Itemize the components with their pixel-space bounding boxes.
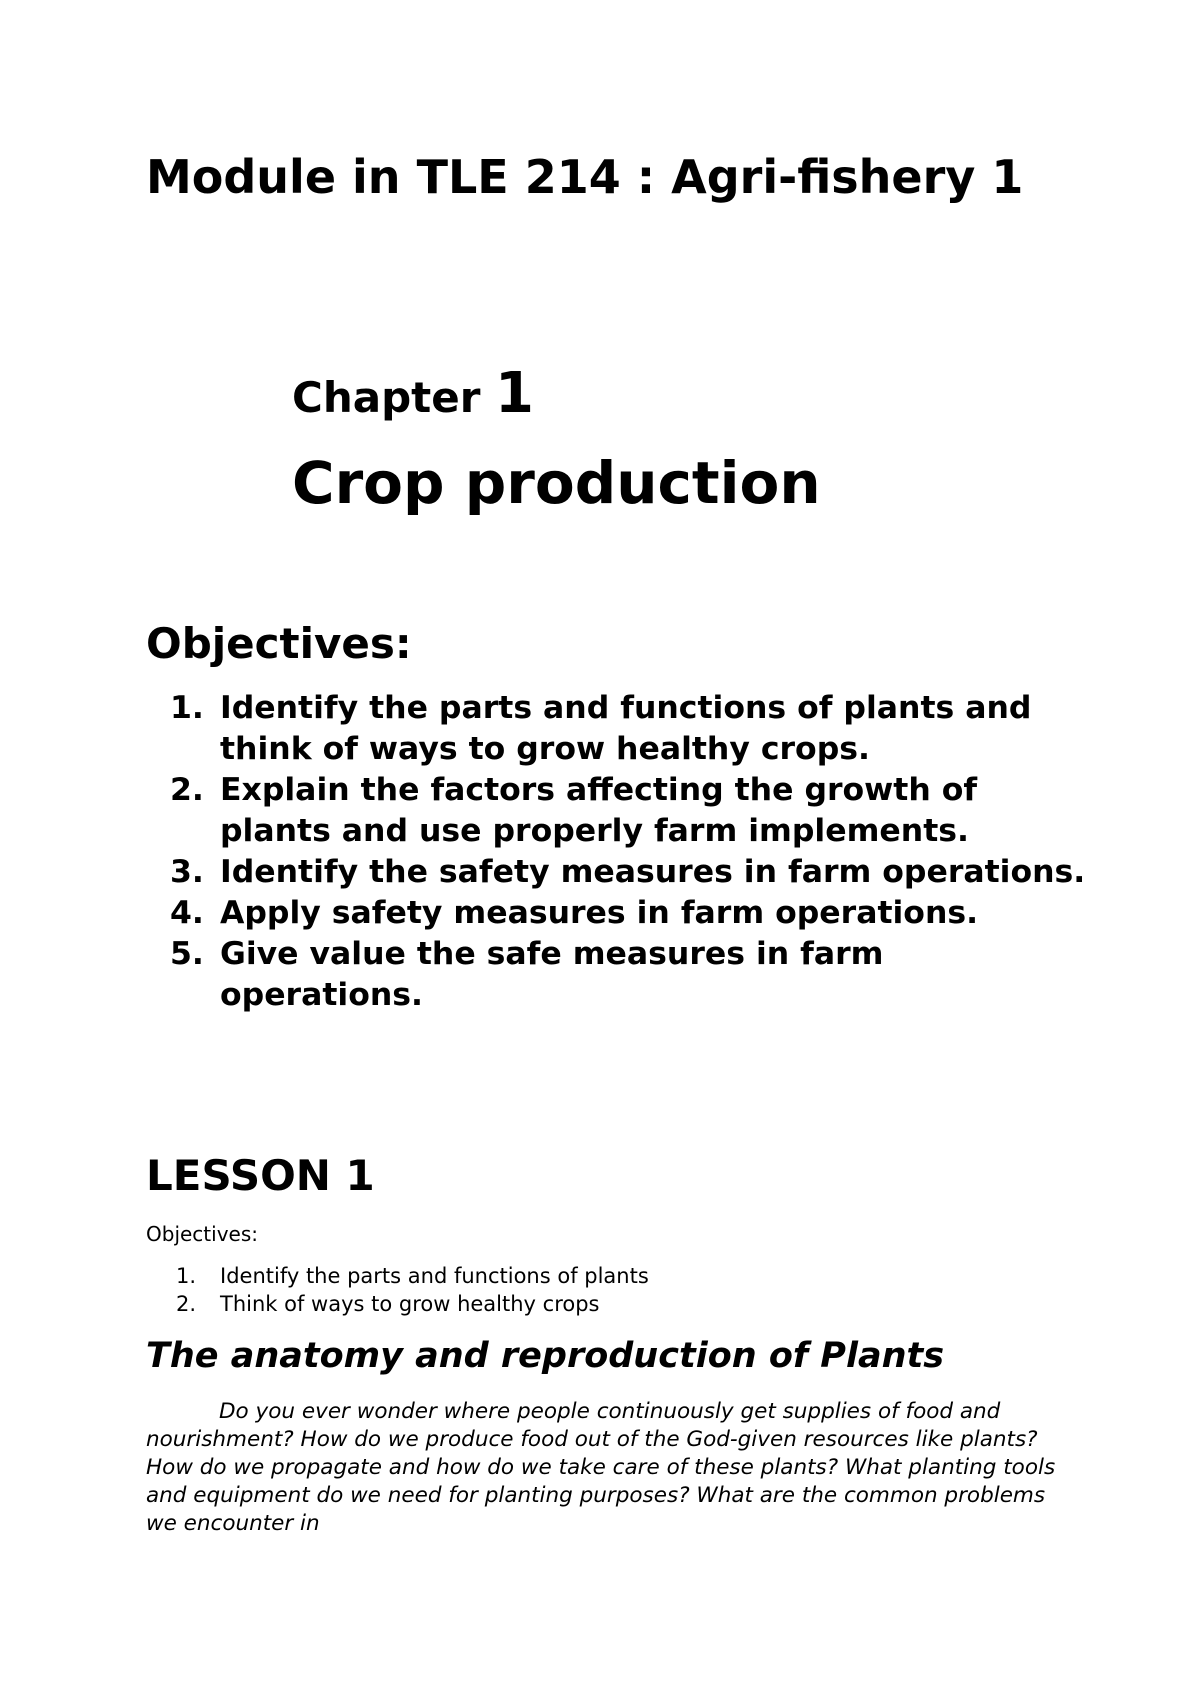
lesson-objectives-label: Objectives: xyxy=(146,1222,258,1246)
objective-number: 4. xyxy=(170,895,204,931)
objective-item xyxy=(170,852,1090,893)
lesson-objective-number: 1. xyxy=(176,1264,197,1288)
lesson-objective-number: 2. xyxy=(176,1292,197,1316)
objective-text: Give value the safe measures in farm operations. xyxy=(220,936,884,1013)
lesson-objectives-list xyxy=(176,1262,1076,1318)
objective-item xyxy=(170,934,1090,1016)
objectives-list xyxy=(170,688,1090,1016)
lesson-objective-item xyxy=(176,1290,1076,1318)
objective-text: Explain the factors affecting the growth of plants and use properly farm implements. xyxy=(220,772,978,849)
chapter-label: Chapter xyxy=(292,373,481,422)
objectives-heading: Objectives: xyxy=(146,619,412,668)
objective-text: Identify the safety measures in farm operations. xyxy=(220,854,1086,890)
chapter-heading xyxy=(292,361,534,428)
lesson-objective-item xyxy=(176,1262,1076,1290)
intro-paragraph: Do you ever wonder where people continuously get supplies of food and nourishment? How do we produce food out of the God-given resources like plants? How do we propagate and how do we take care of these plants? What planting tools and equipment do we need for planting purposes? What are the common problems we encounter in xyxy=(146,1399,1056,1536)
objective-text: Apply safety measures in farm operations. xyxy=(220,895,979,931)
objective-number: 5. xyxy=(170,936,204,972)
objective-item xyxy=(170,688,1090,770)
lesson-objective-text: Think of ways to grow healthy crops xyxy=(220,1292,600,1316)
module-title: Module in TLE 214 : Agri-fishery 1 xyxy=(146,150,1024,204)
chapter-title: Crop production xyxy=(292,449,821,517)
objective-text: Identify the parts and functions of plants and think of ways to grow healthy crops. xyxy=(220,690,1032,767)
lesson-objective-text: Identify the parts and functions of plants xyxy=(220,1264,649,1288)
chapter-number: 1 xyxy=(495,361,534,426)
objective-item xyxy=(170,770,1090,852)
objective-number: 1. xyxy=(170,690,204,726)
lesson-heading: LESSON 1 xyxy=(146,1151,375,1200)
objective-number: 3. xyxy=(170,854,204,890)
objective-number: 2. xyxy=(170,772,204,808)
section-title: The anatomy and reproduction of Plants xyxy=(146,1336,945,1376)
objective-item xyxy=(170,893,1090,934)
